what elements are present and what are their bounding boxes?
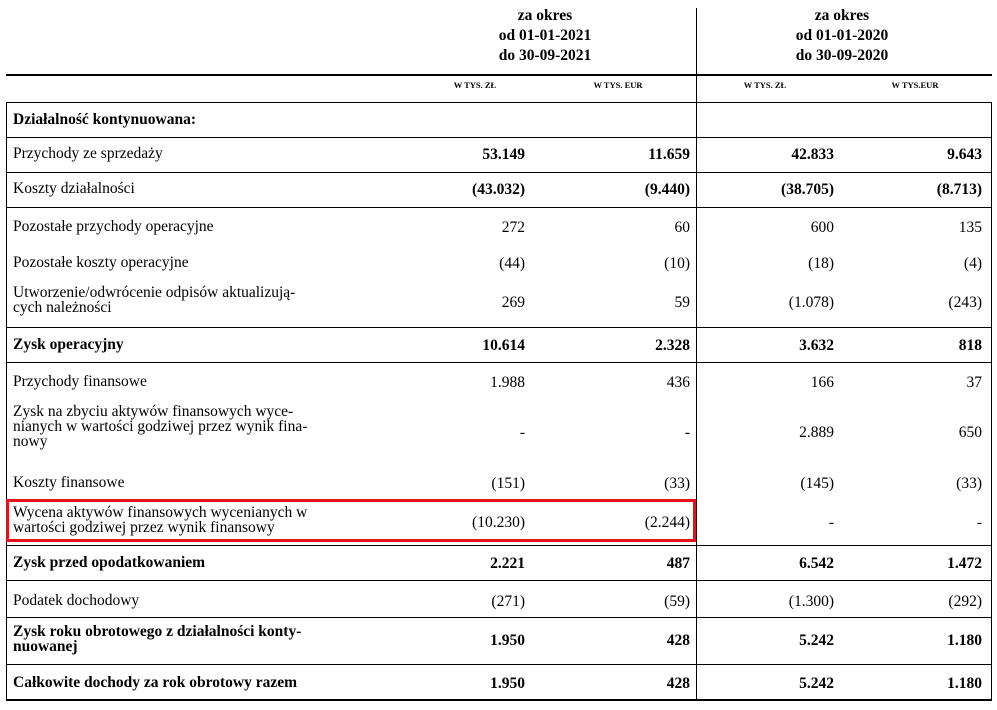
row-label: Zysk operacyjny <box>13 336 124 353</box>
value-2020-pln: 600 <box>810 219 834 236</box>
value-2020-eur: 1.180 <box>947 675 982 692</box>
table-right-border <box>991 102 992 700</box>
row-divider <box>6 172 992 173</box>
value-2021-pln: - <box>519 424 525 441</box>
row-divider <box>6 327 992 328</box>
value-2021-eur: 487 <box>666 555 690 572</box>
value-2021-pln: 1.950 <box>490 632 525 649</box>
value-2021-pln: 269 <box>501 294 525 311</box>
row-divider <box>6 664 992 665</box>
row-label: Przychody finansowe <box>13 373 147 390</box>
period-header-2020 <box>697 6 987 66</box>
period-header-line: do 30-09-2021 <box>498 47 592 64</box>
value-2021-pln: 53.149 <box>482 146 525 163</box>
value-2021-pln: 10.614 <box>482 337 525 354</box>
value-2020-eur: (8.713) <box>936 181 982 198</box>
value-2020-eur: (33) <box>956 475 982 492</box>
value-2021-pln: 272 <box>501 219 525 236</box>
row-divider <box>6 137 992 138</box>
column-separator <box>696 8 697 700</box>
value-2021-pln: 1.988 <box>490 374 525 391</box>
value-2020-pln: (1.300) <box>788 593 834 610</box>
row-label: Przychody ze sprzedaży <box>13 145 163 162</box>
value-2021-eur: 436 <box>666 374 690 391</box>
value-2020-pln: 5.242 <box>799 632 834 649</box>
row-label: Koszty finansowe <box>13 474 125 491</box>
value-2020-eur: 1.472 <box>947 555 982 572</box>
value-2021-eur: 428 <box>666 632 690 649</box>
value-2020-pln: 2.889 <box>799 424 834 441</box>
table-bottom-rule <box>6 699 992 701</box>
value-2020-eur: (4) <box>963 255 982 272</box>
value-2021-pln: (44) <box>499 255 525 272</box>
value-2021-pln: 1.950 <box>490 675 525 692</box>
row-label: Zysk na zbyciu aktywów finansowych wyce- nianych w wartości godziwej przez wynik fina- nowy <box>13 403 308 450</box>
row-label: Zysk przed opodatkowaniem <box>13 554 206 571</box>
unit-header: W TYS. ZŁ <box>453 80 497 90</box>
row-divider <box>6 362 992 363</box>
value-2020-pln: 3.632 <box>799 337 834 354</box>
value-2020-eur: (292) <box>948 593 982 610</box>
value-2021-pln: (151) <box>491 475 525 492</box>
value-2020-pln: 166 <box>810 374 834 391</box>
value-2021-eur: 59 <box>674 294 690 311</box>
value-2020-pln: (18) <box>808 255 834 272</box>
value-2021-pln: (271) <box>491 593 525 610</box>
period-header-line: za okres <box>814 7 870 24</box>
value-2020-eur: - <box>976 514 982 531</box>
row-label: Pozostałe koszty operacyjne <box>13 254 189 271</box>
row-divider <box>6 617 992 618</box>
value-2021-eur: 11.659 <box>648 146 690 163</box>
unit-header: W TYS.EUR <box>891 80 939 90</box>
value-2021-eur: 60 <box>674 219 690 236</box>
row-label: Pozostałe przychody operacyjne <box>13 218 214 235</box>
value-2020-pln: 42.833 <box>791 146 834 163</box>
value-2020-eur: 37 <box>966 374 982 391</box>
row-divider <box>6 545 992 546</box>
row-label: Utworzenie/odwrócenie odpisów aktualizują- cych należności <box>13 284 296 316</box>
value-2021-eur: (10) <box>664 255 690 272</box>
value-2021-eur: (59) <box>664 593 690 610</box>
header-rule <box>6 74 992 76</box>
table-left-border <box>6 102 7 700</box>
highlight-box <box>6 499 696 542</box>
value-2020-pln: 5.242 <box>799 675 834 692</box>
value-2020-eur: (243) <box>948 294 982 311</box>
value-2021-pln: (10.230) <box>472 514 525 531</box>
period-header-2021 <box>400 6 690 66</box>
value-2021-pln: 2.221 <box>490 555 525 572</box>
value-2020-eur: 9.643 <box>947 146 982 163</box>
row-divider <box>6 207 992 208</box>
value-2021-pln: (43.032) <box>472 181 525 198</box>
period-header-line: za okres <box>517 7 573 24</box>
value-2021-eur: (9.440) <box>644 181 690 198</box>
value-2020-eur: 135 <box>958 219 982 236</box>
row-label: Całkowite dochody za rok obrotowy razem <box>13 674 298 691</box>
period-header-line: od 01-01-2021 <box>498 27 592 44</box>
value-2020-eur: 650 <box>958 424 982 441</box>
value-2020-pln: - <box>828 514 834 531</box>
unit-header: W TYS. ZŁ <box>743 80 787 90</box>
row-label: Koszty działalności <box>13 180 135 197</box>
row-divider <box>6 580 992 581</box>
value-2020-pln: (145) <box>800 475 834 492</box>
row-label: Zysk roku obrotowego z działalności konty- nuowanej <box>13 623 302 655</box>
value-2020-pln: 6.542 <box>799 555 834 572</box>
value-2021-eur: - <box>684 424 690 441</box>
value-2021-eur: (33) <box>664 475 690 492</box>
section-title: Działalność kontynuowana: <box>13 111 197 128</box>
value-2020-eur: 818 <box>958 337 982 354</box>
value-2020-pln: (1.078) <box>788 294 834 311</box>
row-label: Podatek dochodowy <box>13 592 140 609</box>
value-2021-eur: 2.328 <box>655 337 690 354</box>
row-label: Wycena aktywów finansowych wycenianych w wartości godziwej przez wynik finansowy <box>13 504 308 536</box>
unit-header: W TYS. EUR <box>593 80 643 90</box>
period-header-line: od 01-01-2020 <box>795 27 889 44</box>
period-header-line: do 30-09-2020 <box>795 47 889 64</box>
value-2021-eur: (2.244) <box>644 514 690 531</box>
value-2020-eur: 1.180 <box>947 632 982 649</box>
row-divider <box>6 102 992 103</box>
value-2021-eur: 428 <box>666 675 690 692</box>
value-2020-pln: (38.705) <box>781 181 834 198</box>
